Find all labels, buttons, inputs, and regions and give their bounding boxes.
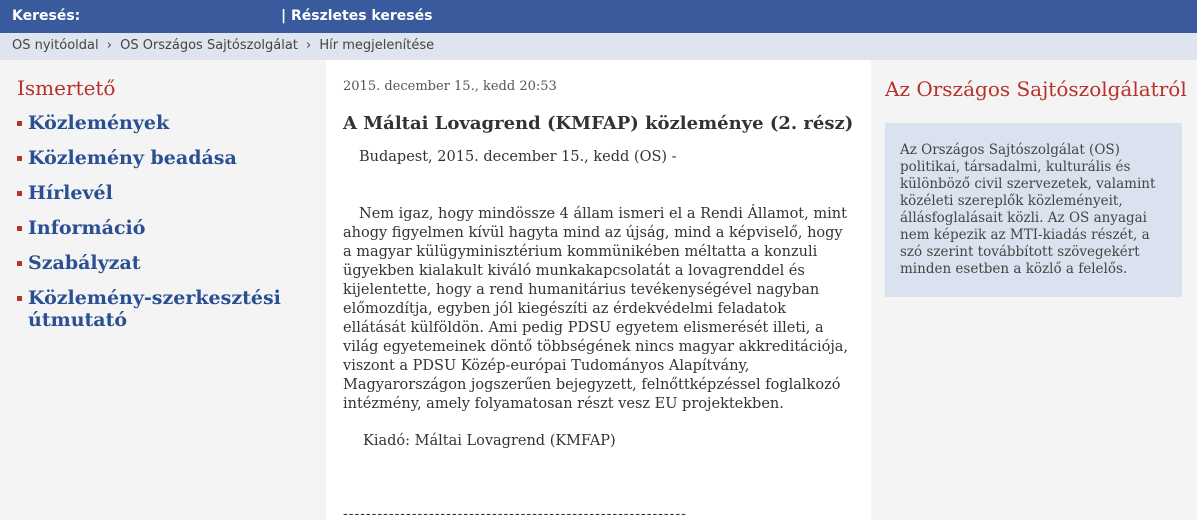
left-sidebar	[0, 60, 326, 520]
sidebar-item-kozlemenyek[interactable]	[17, 112, 317, 134]
article-dateline: Budapest, 2015. december 15., kedd (OS) -	[359, 149, 677, 165]
breadcrumb	[0, 33, 1197, 60]
sidebar-item-label[interactable]: Közlemény beadása	[28, 147, 237, 169]
sidebar-item-kozlemeny-beadasa[interactable]	[17, 147, 317, 169]
bullet-icon	[17, 191, 22, 196]
article-publisher: Kiadó: Máltai Lovagrend (KMFAP)	[363, 433, 616, 449]
breadcrumb-separator: ›	[306, 38, 312, 53]
sidebar-item-label[interactable]: Információ	[28, 217, 146, 239]
bullet-icon	[17, 296, 22, 301]
sidebar-item-szabalyzat[interactable]	[17, 252, 317, 274]
breadcrumb-os[interactable]: OS Országos Sajtószolgálat	[120, 38, 298, 53]
sidebar-item-label[interactable]: Szabályzat	[28, 252, 141, 274]
sidebar-title: Ismertető	[17, 76, 116, 100]
bullet-icon	[17, 226, 22, 231]
right-sidebar	[871, 60, 1197, 520]
article-title: A Máltai Lovagrend (KMFAP) közleménye (2. rész)	[343, 113, 854, 134]
top-search-bar	[0, 0, 1197, 33]
about-title: Az Országos Sajtószolgálatról	[885, 77, 1187, 101]
bullet-icon	[17, 156, 22, 161]
article-body: Nem igaz, hogy mindössze 4 állam ismeri el a Rendi Államot, mint ahogy figyelmen kívül hagyta mind az újság, mind a képviselő, hogy a magyar külügyminisztérium kommünikében méltatta a konzuli ügyekben kialakult kiváló munkakapcsolatát a lovagrenddel és kijelentette, hogy a rend humanitárius tevékenységével nagyban előmozdítja, egyben jól kiegészíti az érdekvédelmi feladatok ellátását külföldön. Ami pedig PDSU egyetem elismerését illeti, a világ egyetemeinek döntő többségének nincs magyar akkreditációja, viszont a PDSU Közép-európai Tudományos Alapítvány, Magyarországon jogszerűen bejegyzett, felnőttképzéssel foglalkozó intézmény, amely folyamatosan részt vesz EU projektekben.	[343, 206, 849, 412]
bullet-icon	[17, 121, 22, 126]
sidebar-item-label[interactable]: Hírlevél	[28, 182, 113, 204]
breadcrumb-separator: ›	[106, 38, 112, 53]
article-date: 2015. december 15., kedd 20:53	[343, 79, 557, 94]
sidebar-item-szerkesztesi-utmutato[interactable]	[17, 287, 317, 331]
breadcrumb-current: Hír megjelenítése	[319, 38, 435, 53]
about-info-box: Az Országos Sajtószolgálat (OS) politikai, társadalmi, kulturális és különböző civil szervezetek, valamint közéleti szereplők közleményeit, állásfoglalásait közli. Az OS anyagai nem képezik az MTI-kiadás részét, a szó szerint továbbított szövegekért minden esetben a közlő a felelős.	[885, 123, 1182, 297]
search-link[interactable]: Keresés:	[12, 8, 81, 24]
article-divider: ------------------------------------------------------------	[343, 506, 687, 520]
sidebar-item-label[interactable]: Közlemény-szerkesztési útmutató	[28, 287, 281, 331]
advanced-search-link[interactable]: | Részletes keresés	[281, 8, 433, 24]
sidebar-item-hirlevel[interactable]	[17, 182, 317, 204]
breadcrumb-home[interactable]: OS nyitóoldal	[12, 38, 99, 53]
sidebar-menu	[17, 112, 317, 344]
sidebar-item-label[interactable]: Közlemények	[28, 112, 170, 134]
bullet-icon	[17, 261, 22, 266]
sidebar-item-informacio[interactable]	[17, 217, 317, 239]
article-content	[326, 60, 871, 520]
